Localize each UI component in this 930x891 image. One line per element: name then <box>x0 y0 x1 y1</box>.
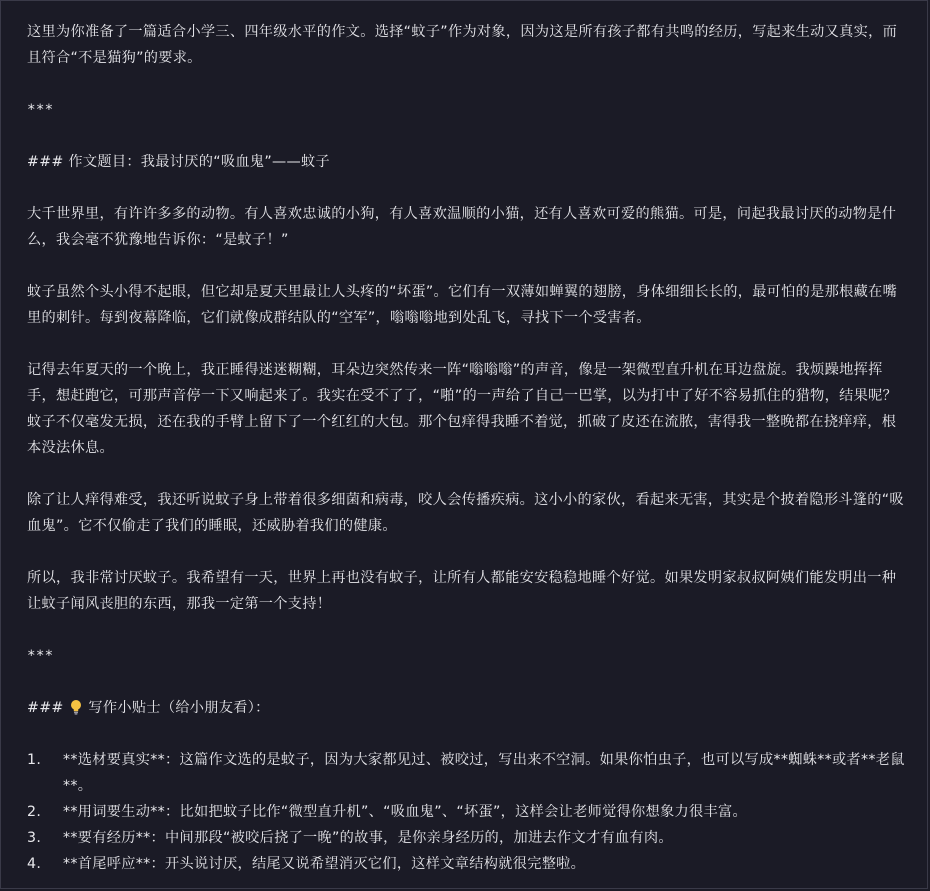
list-item-number: 3. <box>27 830 42 846</box>
list-item <box>27 747 907 799</box>
lightbulb-icon <box>70 699 82 715</box>
essay-paragraph: 大千世界里，有许许多多的动物。有人喜欢忠诚的小狗，有人喜欢温顺的小猫，还有人喜欢可爱的熊猫。可是，问起我最讨厌的动物是什么，我会毫不犹豫地告诉你：“是蚊子！” <box>27 206 897 248</box>
tips-heading-text: 写作小贴士（给小朋友看）： <box>88 700 270 716</box>
list-item-number: 4. <box>27 856 42 872</box>
list-item-text: **选材要真实**：这篇作文选的是蚊子，因为大家都见过、被咬过，写出来不空洞。如果你怕虫子，也可以写成**蜘蛛**或者**老鼠**。 <box>63 752 905 794</box>
list-item <box>27 851 907 877</box>
list-item <box>27 825 907 851</box>
tips-list <box>27 747 907 877</box>
essay-paragraph: 记得去年夏天的一个晚上，我正睡得迷迷糊糊，耳朵边突然传来一阵“嗡嗡嗡”的声音，像是一架微型直升机在耳边盘旋。我烦躁地挥挥手，想赶跑它，可那声音停一下又响起来了。我实在受不了了，“啪”的一声给了自己一巴掌，以为打中了好不容易抓住的猎物，结果呢？蚊子不仅毫发无损，还在我的手臂上留下了一个红红的大包。那个包痒得我睡不着觉，抓破了皮还在流脓，害得我一整晚都在挠痒痒，根本没法休息。 <box>27 362 898 456</box>
horizontal-rule-marker: *** <box>27 648 54 664</box>
response-content <box>27 19 907 877</box>
tips-heading-prefix: ### <box>27 700 64 716</box>
list-item-number: 1. <box>27 752 42 768</box>
list-item-text: **首尾呼应**：开头说讨厌，结尾又说希望消灭它们，这样文章结构就很完整啦。 <box>63 856 586 872</box>
essay-title-heading: ### 作文题目：我最讨厌的“吸血鬼”——蚊子 <box>27 154 330 170</box>
intro-paragraph: 这里为你准备了一篇适合小学三、四年级水平的作文。选择“蚊子”作为对象，因为这是所有孩子都有共鸣的经历，写起来生动又真实，而且符合“不是猫狗”的要求。 <box>27 24 898 66</box>
essay-paragraph: 所以，我非常讨厌蚊子。我希望有一天，世界上再也没有蚊子，让所有人都能安安稳稳地睡个好觉。如果发明家叔叔阿姨们能发明出一种让蚊子闻风丧胆的东西，那我一定第一个支持！ <box>27 570 897 612</box>
essay-paragraph: 蚊子虽然个头小得不起眼，但它却是夏天里最让人头疼的“坏蛋”。它们有一双薄如蝉翼的翅膀，身体细细长长的，最可怕的是那根藏在嘴里的刺针。每到夜幕降临，它们就像成群结队的“空军”，嗡嗡嗡地到处乱飞，寻找下一个受害者。 <box>27 284 898 326</box>
list-item-number: 2. <box>27 804 42 820</box>
essay-paragraph: 除了让人痒得难受，我还听说蚊子身上带着很多细菌和病毒，咬人会传播疾病。这小小的家伙，看起来无害，其实是个披着隐形斗篷的“吸血鬼”。它不仅偷走了我们的睡眠，还威胁着我们的健康。 <box>27 492 904 534</box>
list-item-text: **用词要生动**：比如把蚊子比作“微型直升机”、“吸血鬼”、“坏蛋”，这样会让老师觉得你想象力很丰富。 <box>63 804 747 820</box>
horizontal-rule-marker: *** <box>27 102 54 118</box>
list-item-text: **要有经历**：中间那段“被咬后挠了一晚”的故事，是你亲身经历的，加进去作文才有血有肉。 <box>63 830 673 846</box>
tips-heading <box>27 695 907 721</box>
list-item <box>27 799 907 825</box>
